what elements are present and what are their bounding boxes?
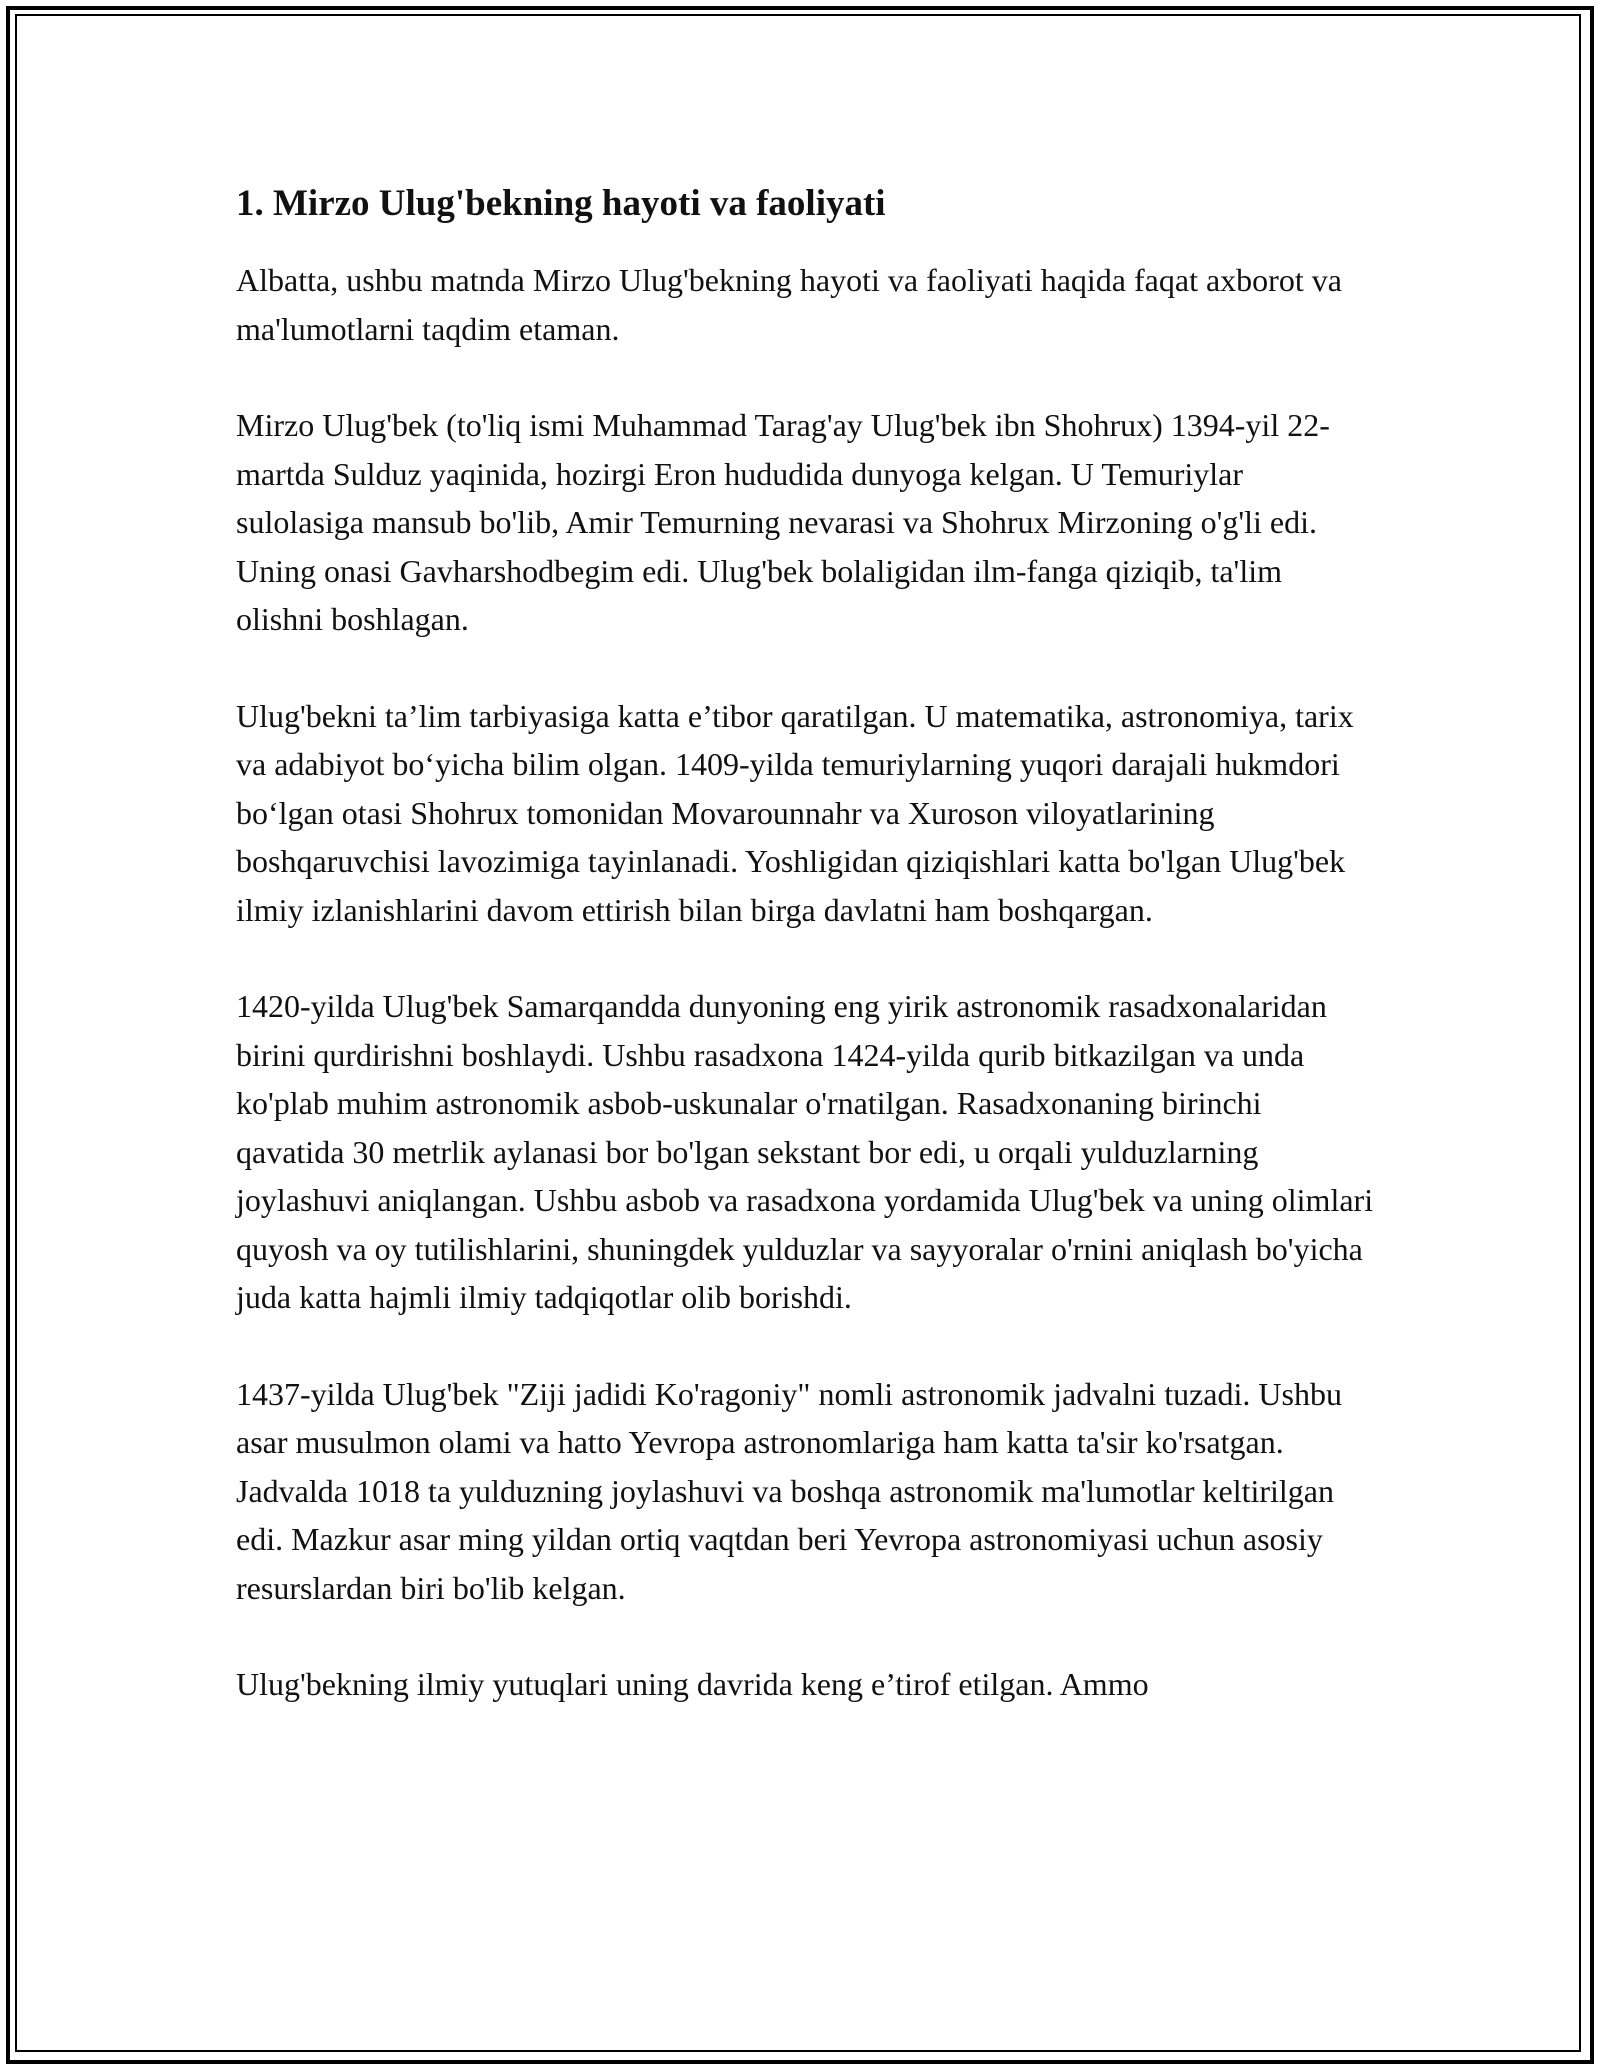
paragraph-birth: Mirzo Ulug'bek (to'liq ismi Muhammad Tarag'ay Ulug'bek ibn Shohrux) 1394-yil 22-martda Sulduz yaqinida, hozirgi Eron hududida dunyoga kelgan. U Temuriylar sulolasiga mansub bo'lib, Amir Temurning nevarasi va Shohrux Mirzoning o'g'li edi. Uning onasi Gavharshodbegim edi. Ulug'bek bolaligidan ilm-fanga qiziqib, ta'lim olishni boshlagan. xyxy=(236,407,1330,637)
section-heading: 1. Mirzo Ulug'bekning hayoti va faoliyati xyxy=(236,183,886,224)
paragraph-observatory: 1420-yilda Ulug'bek Samarqandda dunyoning eng yirik astronomik rasadxonalaridan birini qurdirishni boshlaydi. Ushbu rasadxona 1424-yilda qurib bitkazilgan va unda ko'plab muhim astronomik asbob-uskunalar o'rnatilgan. Rasadxonaning birinchi qavatida 30 metrlik aylanasi bor bo'lgan sekstant bor edi, u orqali yulduzlarning joylashuvi aniqlangan. Ushbu asbob va rasadxona yordamida Ulug'bek va uning olimlari quyosh va oy tutilishlarini, shuningdek yulduzlar va sayyoralar o'rnini aniqlash bo'yicha juda katta hajmli ilmiy tadqiqotlar olib borishdi. xyxy=(236,988,1374,1315)
document-body xyxy=(236,180,1376,1757)
paragraph-zij: 1437-yilda Ulug'bek "Ziji jadidi Ko'ragoniy" nomli astronomik jadvalni tuzadi. Ushbu asar musulmon olami va hatto Yevropa astronomlariga ham katta ta'sir ko'rsatgan. Jadvalda 1018 ta yulduzning joylashuvi va boshqa astronomik ma'lumotlar keltirilgan edi. Mazkur asar ming yildan ortiq vaqtdan beri Yevropa astronomiyasi uchun asosiy resurslardan biri bo'lib kelgan. xyxy=(236,1375,1342,1606)
paragraph-education: Ulug'bekni ta’lim tarbiyasiga katta e’tibor qaratilgan. U matematika, astronomiya, tarix va adabiyot bo‘yicha bilim olgan. 1409-yilda temuriylarning yuqori darajali hukmdori bo‘lgan otasi Shohrux tomonidan Movarounnahr va Xuroson viloyatlarining boshqaruvchisi lavozimiga tayinlanadi. Yoshligidan qiziqishlari katta bo'lgan Ulug'bek ilmiy izlanishlarini davom ettirish bilan birga davlatni ham boshqargan. xyxy=(236,697,1354,928)
paragraph-legacy: Ulug'bekning ilmiy yutuqlari uning davrida keng e’tirof etilgan. Ammo xyxy=(236,1666,1149,1702)
paragraph-intro: Albatta, ushbu matnda Mirzo Ulug'bekning hayoti va faoliyati haqida faqat axborot va ma'lumotlarni taqdim etaman. xyxy=(236,262,1342,347)
